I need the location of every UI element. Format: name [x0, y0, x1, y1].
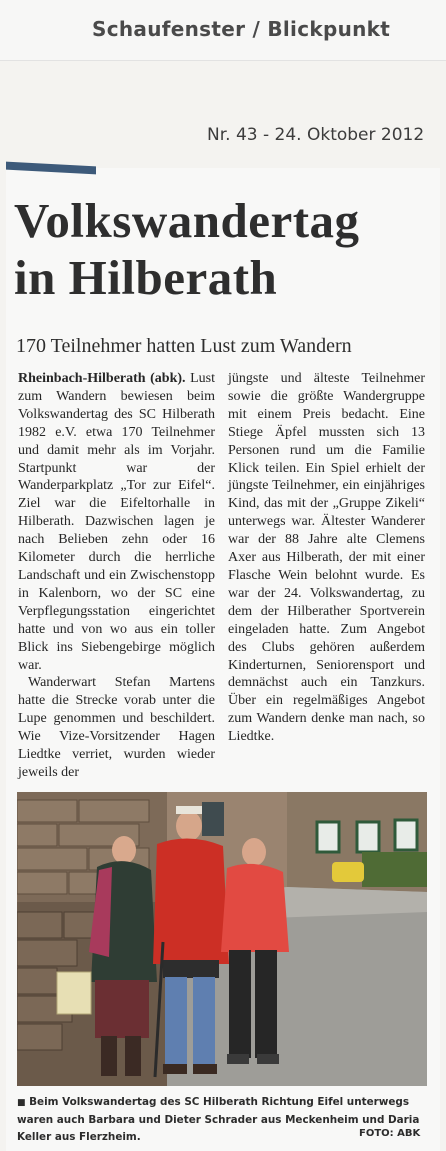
photo-illustration — [17, 792, 427, 1086]
article-photo — [17, 792, 427, 1086]
caption-bullet: ■ — [17, 1098, 26, 1108]
article-subheadline: 170 Teilnehmer hatten Lust zum Wandern — [16, 335, 352, 357]
caption-text: Beim Volkswandertag des SC Hilberath Richtung Eifel unterwegs waren auch Barbara und Dieter Schrader aus Meckenheim und Daria Keller aus Flerzheim. — [17, 1096, 420, 1143]
paragraph: jüngste und älteste Teilnehmer sowie die größte Wandergruppe mit einem Preis bedacht. Eine Stiege Äpfel mussten sich 13 Personen rund um die Familie Klick teilen. Ein Spiel erhielt der jüngste Teilnehmer, ein einjähriges Kind, das mit der „Gruppe Zikeli“ unterwegs war. Ältester Wanderer war der 88 Jahre alte Clemens Axer aus Hilberath, der mit einer Flasche Wein belohnt wurde. Es war der 24. Volkswandertag, zu dem der Hilberather Sportverein eingeladen hatte. Zum Angebot des Clubs gehören außerdem Kinderturnen, Seniorensport und demnächst auch ein Tanzkurs. Über ein regelmäßiges Angebot zum Wandern denke man nach, so Liedtke. — [228, 371, 425, 745]
issue-date: Nr. 43 - 24. Oktober 2012 — [207, 125, 425, 145]
photo-credit: FOTO: ABK — [359, 1128, 421, 1139]
paragraph — [18, 370, 215, 674]
article-column-2 — [228, 370, 425, 746]
paragraph: Wanderwart Stefan Martens hatte die Strecke vorab unter die Lupe genommen und beschildert. Wie Vize-Vorsitzender Hagen Liedtke verriet, wurden wieder jeweils der — [18, 675, 215, 780]
dateline: Rheinbach-Hilberath (abk). — [18, 371, 186, 386]
headline-line-2: in Hilberath — [14, 250, 278, 305]
section-title: Schaufenster / Blickpunkt — [92, 17, 391, 41]
article-column-1 — [18, 370, 215, 782]
headline-line-1: Volkswandertag — [14, 193, 360, 248]
article-headline — [14, 192, 434, 306]
paragraph-text: Lust zum Wandern bewiesen beim Volkswandertag des SC Hilberath 1982 e.V. etwa 170 Teilnehmer und damit mehr als im Vorjahr. Startpunkt war der Wanderparkplatz „Tor zur Eifel“. Ziel war die Eifeltorhalle in Hilberath. Dazwischen lagen je nach Belieben zehn oder 16 Kilometer durch die herrliche Landschaft und ein Zwischenstopp in Kalenborn, wo der SC eine Verpflegungsstation eingerichtet hatte und von wo aus ein toller Blick ins Siebengebirge möglich war. — [18, 371, 216, 673]
